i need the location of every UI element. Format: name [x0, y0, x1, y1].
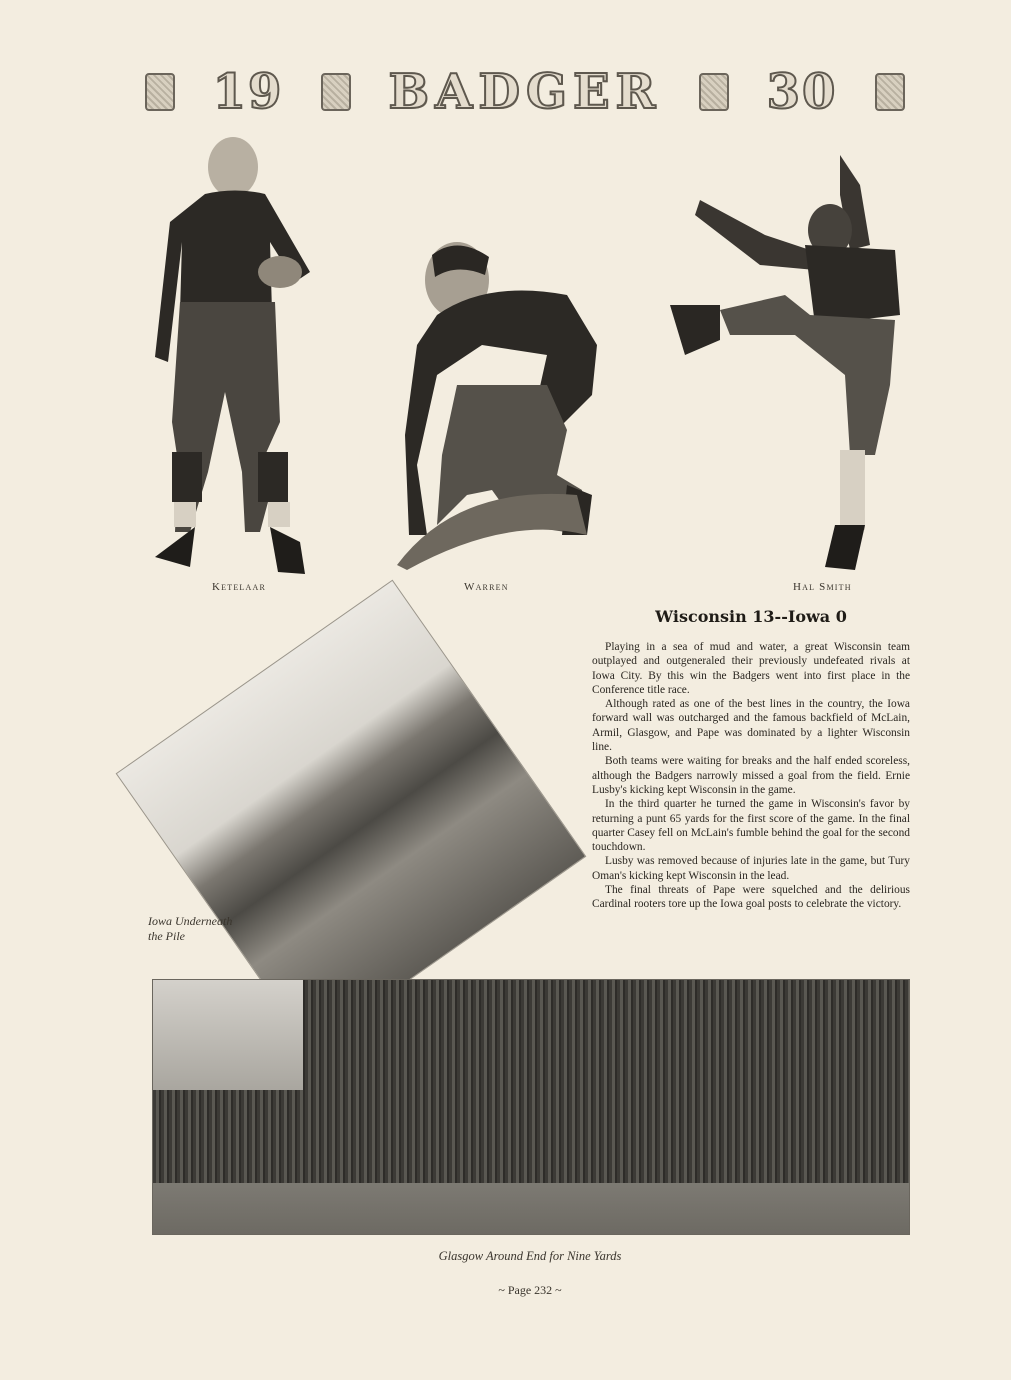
player-caption-hal-smith: Hal Smith — [793, 581, 852, 593]
header-title: BADGER — [388, 64, 662, 120]
ornament — [321, 73, 351, 111]
ornament-right — [875, 73, 905, 111]
player-photo-hal-smith — [665, 155, 905, 575]
player-photo-ketelaar — [150, 132, 320, 577]
article-headline: Wisconsin 13--Iowa 0 — [655, 607, 847, 626]
article-paragraph: In the third quarter he turned the game in Wisconsin's favor by returning a punt 65 yards for the first score of the game. In the final quarter Casey fell on McLain's fumble behind the goal for the second touchdown. — [592, 798, 910, 854]
article-paragraph: Playing in a sea of mud and water, a great Wisconsin team outplayed and outgeneraled their previously undefeated rivals at Iowa City. By this win the Badgers went into first place in the Conference title race. — [592, 641, 910, 696]
photo-caption-bottom: Glasgow Around End for Nine Yards — [438, 1249, 622, 1263]
badger-1930-header — [145, 66, 905, 118]
article-paragraph: The final threats of Pape were squelched and the delirious Cardinal rooters tore up the Iowa goal posts to celebrate the victory. — [592, 884, 910, 911]
photo-sky — [153, 980, 303, 1090]
header-year-left: 19 — [212, 64, 284, 120]
article-paragraph: Although rated as one of the best lines in the country, the Iowa forward wall was outcharged and the famous backfield of McLain, Armil, Glasgow, and Pape was dominated by a lighter Wisconsin line. — [592, 698, 910, 754]
player-caption-ketelaar: Ketelaar — [212, 581, 266, 593]
player-caption-warren: Warren — [464, 581, 509, 593]
ornament-left — [145, 73, 175, 111]
photo-caption-side: Iowa Underneath the Pile — [148, 914, 233, 943]
article-paragraph: Lusby was removed because of injuries late in the game, but Tury Oman's kicking kept Wisconsin in the lead. — [592, 855, 910, 882]
player-photo-warren — [397, 235, 602, 575]
stadium-game-photo — [152, 979, 910, 1235]
ornament — [699, 73, 729, 111]
article-body — [592, 640, 910, 912]
article-paragraph: Both teams were waiting for breaks and the half ended scoreless, although the Badgers narrowly missed a goal from the field. Ernie Lusby's kicking kept Wisconsin in the game. — [592, 755, 910, 796]
header-year-right: 30 — [766, 64, 838, 120]
page-number: ~ Page 232 ~ — [498, 1283, 562, 1297]
